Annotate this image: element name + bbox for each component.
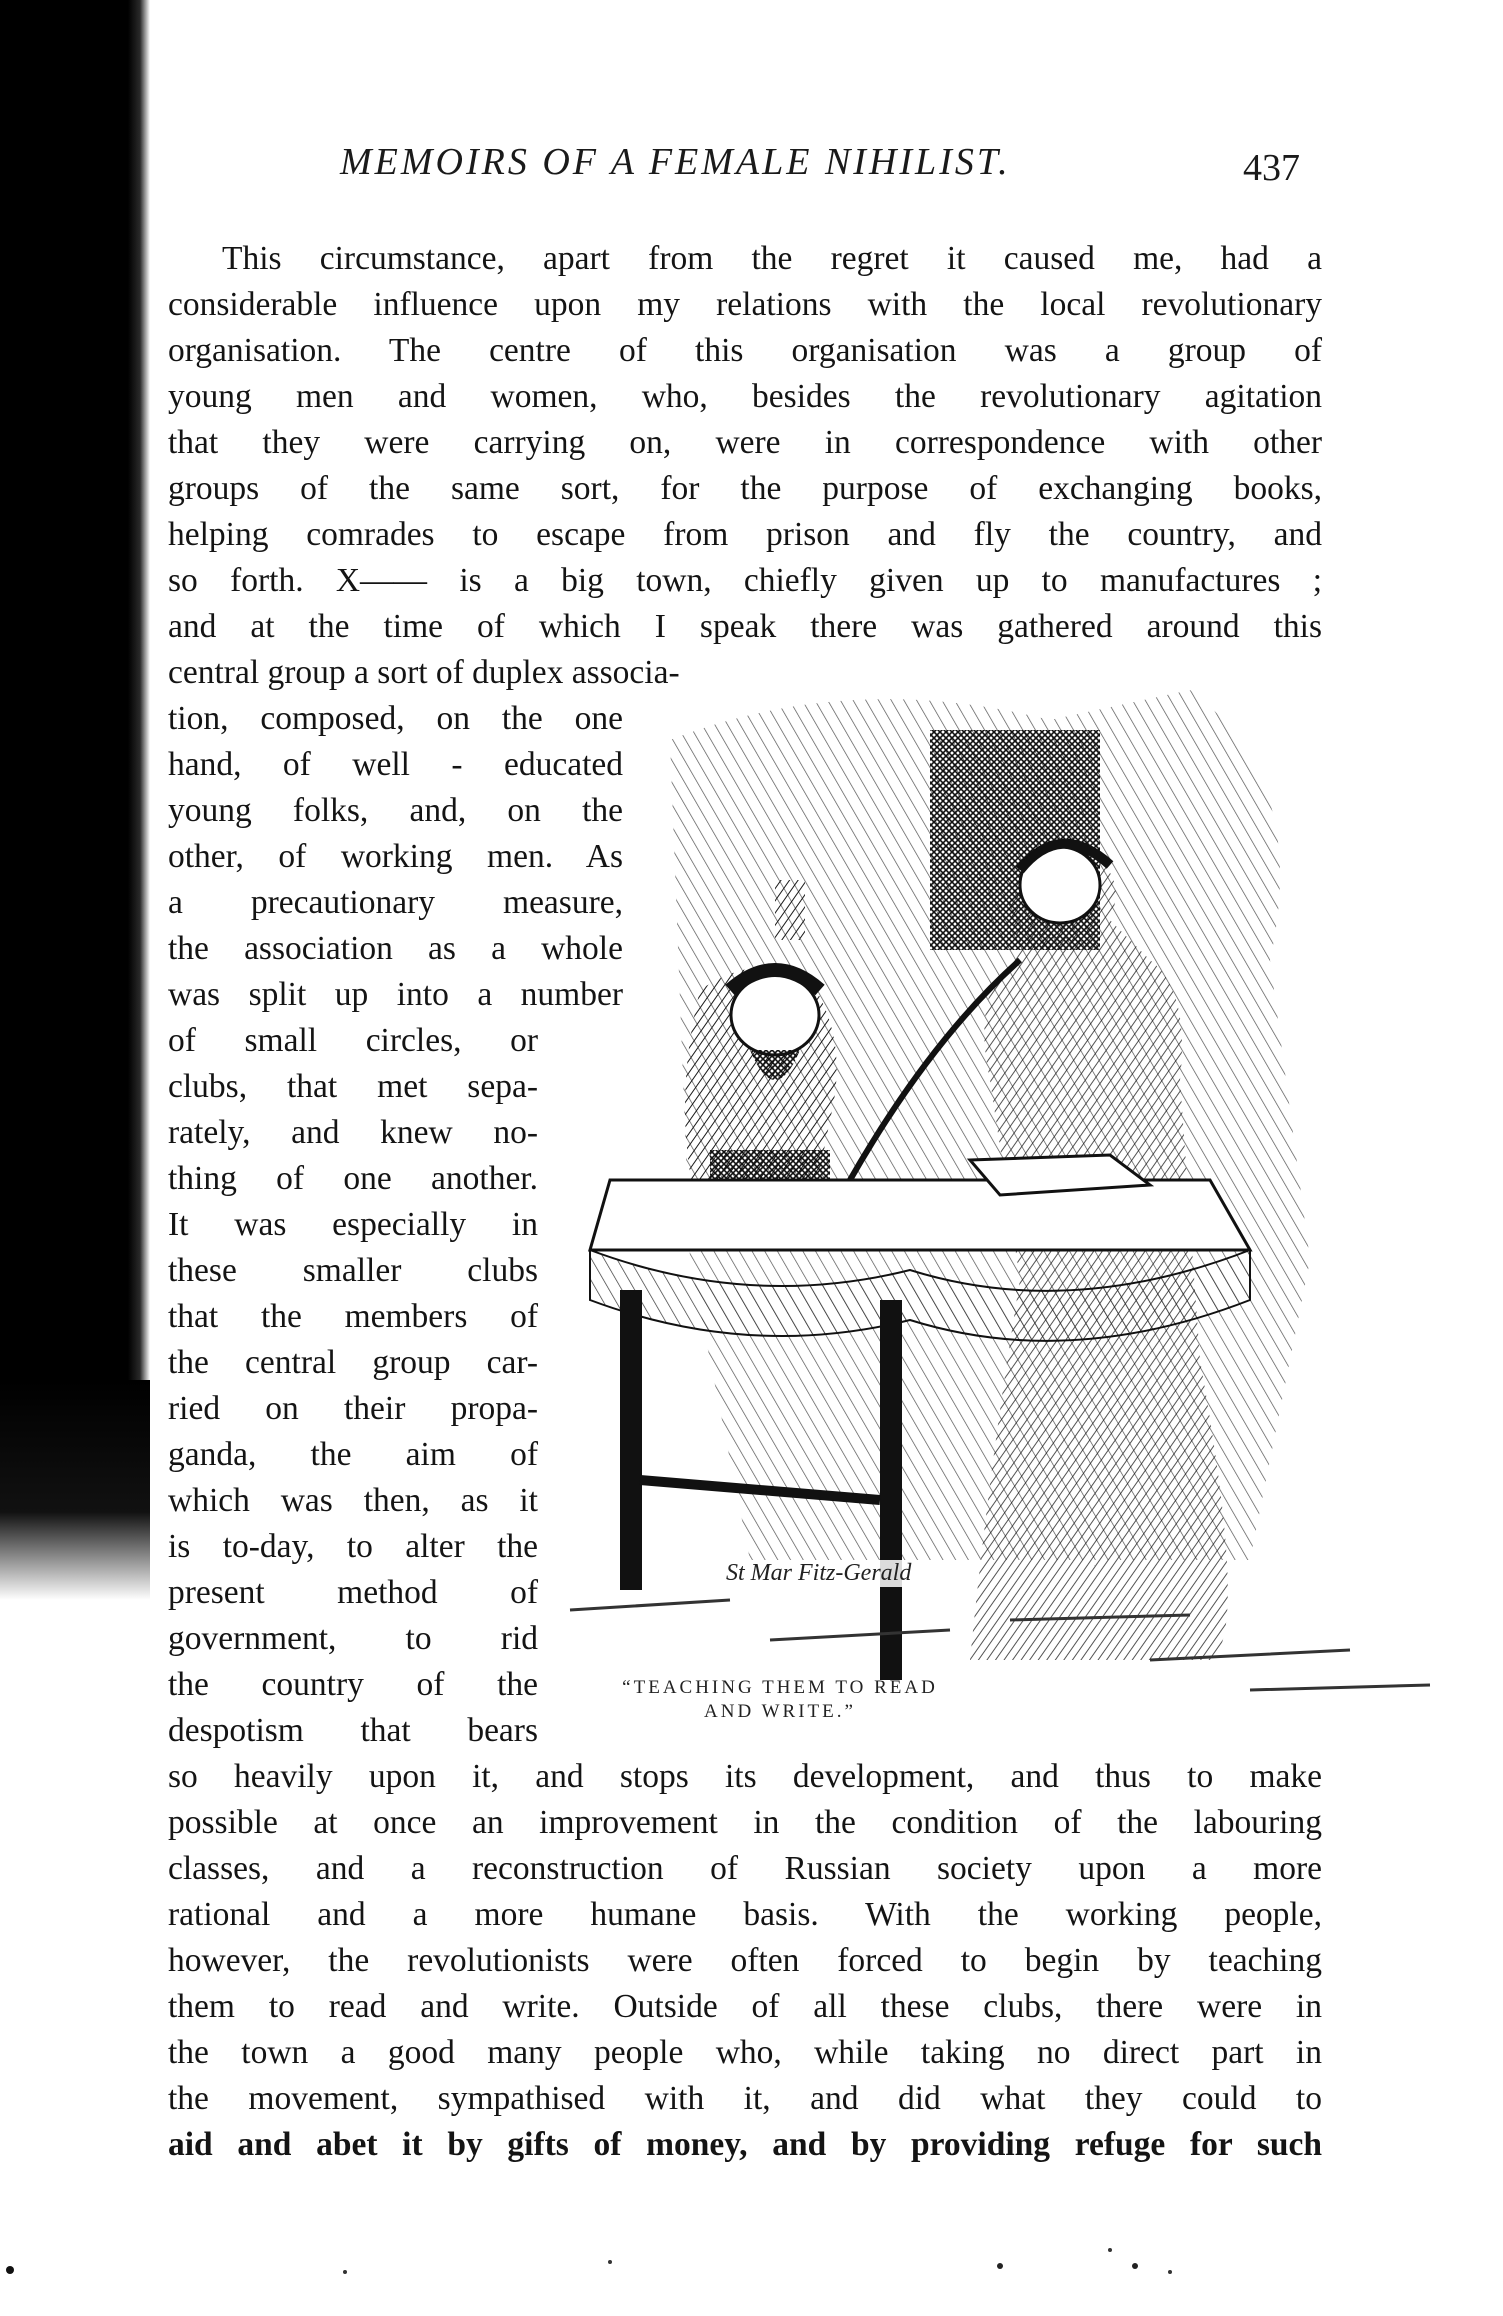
table-leg-right xyxy=(880,1300,902,1680)
caption-line-2: AND WRITE.” xyxy=(704,1701,856,1722)
body-narrow-line: hand, of well - educated xyxy=(168,746,623,783)
body-narrow-line: the association as a whole xyxy=(168,930,623,967)
caption-line-1: “TEACHING THEM TO READ xyxy=(622,1677,938,1698)
body-line-8: so forth. X—— is a big town, chiefly given up to manufactures ; xyxy=(168,562,1322,599)
body-narrower-line: despotism that bears xyxy=(168,1712,538,1749)
body-narrower-line: that the members of xyxy=(168,1298,538,1335)
body-narrower-line: ried on their propa- xyxy=(168,1390,538,1427)
body-narrow-line: a precautionary measure, xyxy=(168,884,623,921)
body-narrow-line: young folks, and, on the xyxy=(168,792,623,829)
illustration xyxy=(550,660,1450,1720)
body-narrower-line: the country of the xyxy=(168,1666,538,1703)
body-after-line: classes, and a reconstruction of Russian society upon a more xyxy=(168,1850,1322,1887)
body-after-line: possible at once an improvement in the condition of the labouring xyxy=(168,1804,1322,1841)
scan-gutter-shadow-lower xyxy=(0,1380,150,1600)
body-line-6: groups of the same sort, for the purpose of exchanging books, xyxy=(168,470,1322,507)
body-narrower-line: government, to rid xyxy=(168,1620,538,1657)
body-narrower-line: clubs, that met sepa- xyxy=(168,1068,538,1105)
illustration-caption xyxy=(580,1676,980,1724)
scan-specks xyxy=(0,2220,1503,2310)
table-top xyxy=(590,1180,1250,1250)
body-line-9: and at the time of which I speak there was gathered around this xyxy=(168,608,1322,645)
body-narrower-line: thing of one another. xyxy=(168,1160,538,1197)
body-after-line: rational and a more humane basis. With the working people, xyxy=(168,1896,1322,1933)
body-narrower-line: present method of xyxy=(168,1574,538,1611)
artist-signature: St Mar Fitz-Gerald xyxy=(720,1560,917,1587)
table-leg-left xyxy=(620,1290,642,1590)
inkwell xyxy=(710,1150,830,1180)
body-line-10: central group a sort of duplex associa- xyxy=(168,654,680,691)
body-after-line: so heavily upon it, and stops its development, and thus to make xyxy=(168,1758,1322,1795)
page-header xyxy=(340,140,1300,190)
body-narrow-line: tion, composed, on the one xyxy=(168,700,623,737)
body-narrower-line: the central group car- xyxy=(168,1344,538,1381)
body-line-2: considerable influence upon my relations with the local revolutionary xyxy=(168,286,1322,323)
body-narrower-line: of small circles, or xyxy=(168,1022,538,1059)
body-after-line: however, the revolutionists were often forced to begin by teaching xyxy=(168,1942,1322,1979)
illustration-engraving xyxy=(550,660,1450,1720)
body-narrow-line: was split up into a number xyxy=(168,976,623,1013)
body-narrower-line: these smaller clubs xyxy=(168,1252,538,1289)
body-narrower-line: rately, and knew no- xyxy=(168,1114,538,1151)
body-after-line: the movement, sympathised with it, and did what they could to xyxy=(168,2080,1322,2117)
body-after-line: the town a good many people who, while taking no direct part in xyxy=(168,2034,1322,2071)
body-narrower-line: which was then, as it xyxy=(168,1482,538,1519)
lamp xyxy=(775,880,805,940)
body-line-1: This circumstance, apart from the regret it caused me, had a xyxy=(222,240,1322,277)
body-narrower-line: It was especially in xyxy=(168,1206,538,1243)
page-number: 437 xyxy=(1243,147,1300,189)
body-line-4: young men and women, who, besides the revolutionary agitation xyxy=(168,378,1322,415)
body-line-3: organisation. The centre of this organisation was a group of xyxy=(168,332,1322,369)
scan-gutter-shadow xyxy=(0,0,150,1600)
body-narrow-line: other, of working men. As xyxy=(168,838,623,875)
body-narrower-line: is to-day, to alter the xyxy=(168,1528,538,1565)
body-after-line: aid and abet it by gifts of money, and by providing refuge for such xyxy=(168,2126,1322,2163)
running-title: MEMOIRS OF A FEMALE NIHILIST. xyxy=(340,141,1011,183)
body-line-7: helping comrades to escape from prison and fly the country, and xyxy=(168,516,1322,553)
body-narrower-line: ganda, the aim of xyxy=(168,1436,538,1473)
body-after-line: them to read and write. Outside of all these clubs, there were in xyxy=(168,1988,1322,2025)
body-line-5: that they were carrying on, were in correspondence with other xyxy=(168,424,1322,461)
